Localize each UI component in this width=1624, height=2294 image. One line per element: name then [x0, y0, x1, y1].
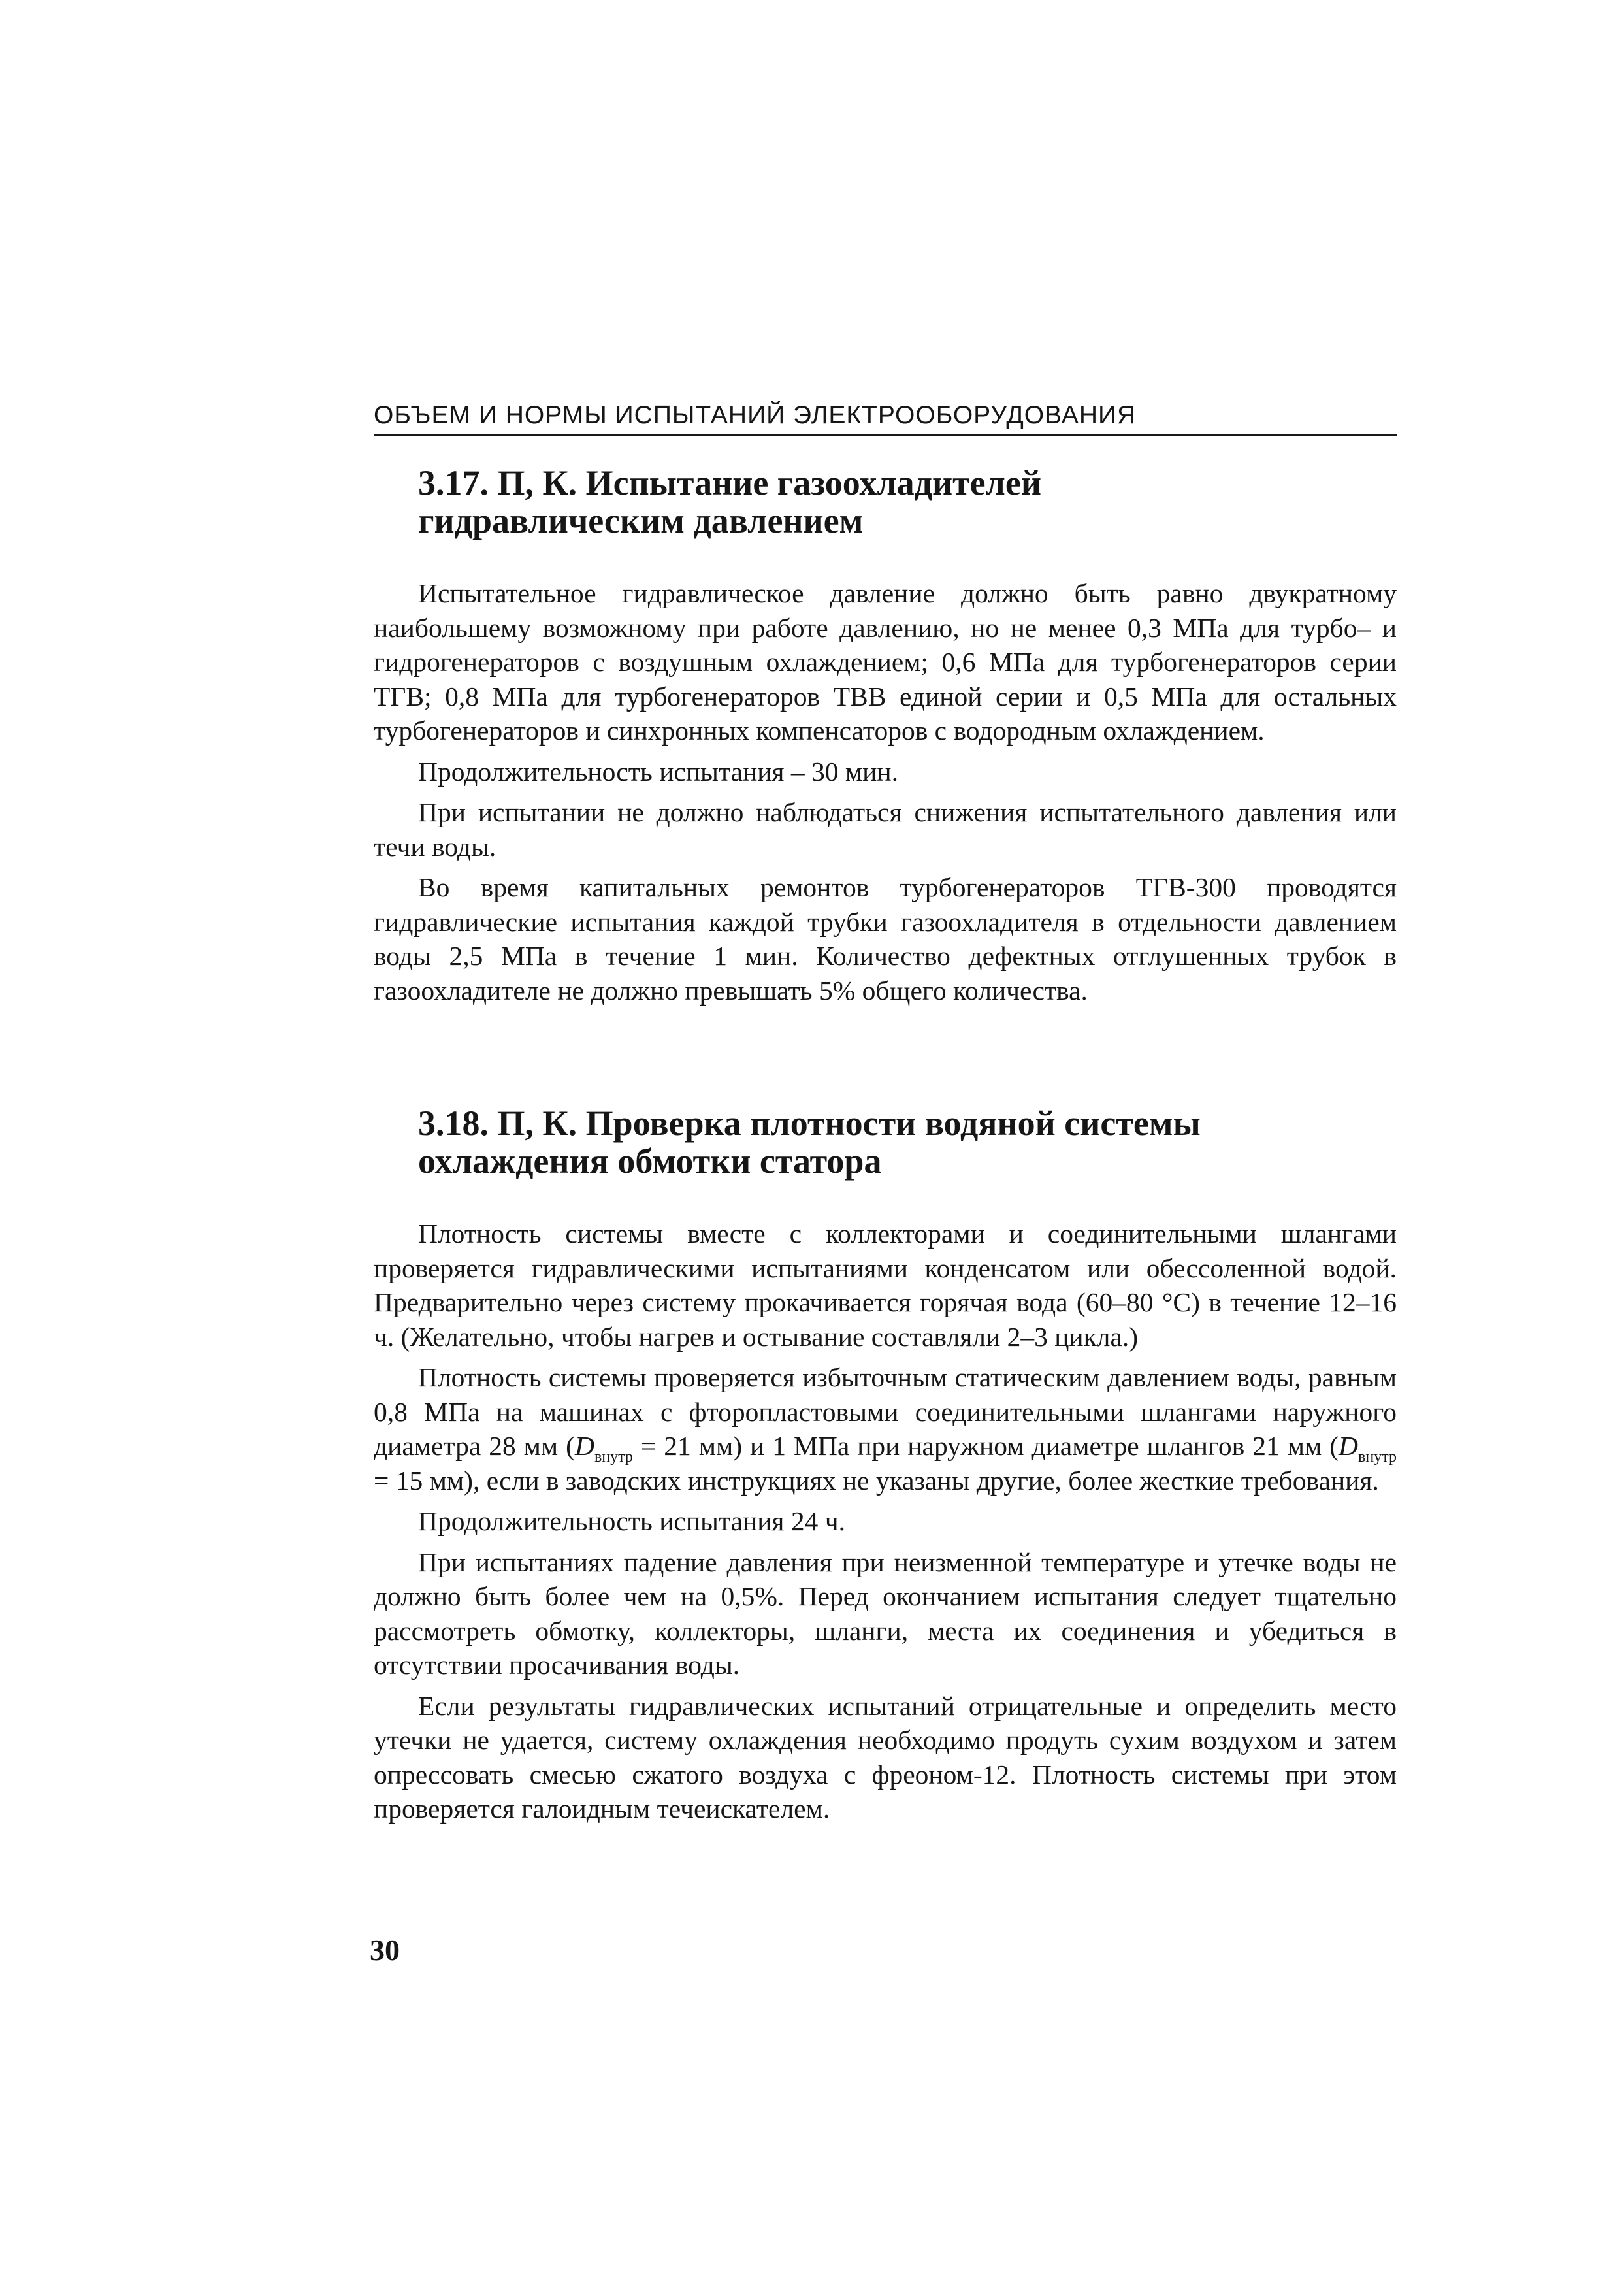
paragraph-test-duration: Продолжительность испытания – 30 мин.: [418, 756, 898, 787]
diameter-symbol: D: [1339, 1431, 1359, 1461]
diameter-subscript: внутр: [1358, 1449, 1397, 1466]
static-pressure-text-3: = 15 мм), если в заводских инструкциях не указаны другие, более жесткие требования.: [374, 1465, 1379, 1496]
paragraph-pressure-drop: При испытаниях падение давления при неизменной температуре и утечке воды не должно быть более чем на 0,5%. Перед окончанием испытания следует тщательно рассмотреть обмотку, коллекторы, шланги, места их соединения и убедиться в отсутствии просачивания воды.: [374, 1547, 1397, 1680]
paragraph-test-pressure: Испытательное гидравлическое давление должно быть равно двукратному наибольшему возможному при работе давлению, но не менее 0,3 МПа для турбо– и гидрогенераторов с воздушным охлаждением; 0,6 МПа для турбогенераторов серии ТГВ; 0,8 МПа для турбогенераторов ТВВ единой серии и 0,5 МПа для остальных турбогенераторов и синхронных компенсаторов с водородным охлаждением.: [374, 578, 1397, 746]
running-header: ОБЪЕМ И НОРМЫ ИСПЫТАНИЙ ЭЛЕКТРООБОРУДОВАНИЯ: [374, 400, 1397, 436]
static-pressure-text-2: = 21 мм) и 1 МПа при наружном диаметре шлангов 21 мм (: [632, 1431, 1339, 1461]
paragraph-leak-search: Если результаты гидравлических испытаний отрицательные и определить место утечки не удается, систему охлаждения необходимо продуть сухим воздухом и затем опрессовать смесью сжатого воздуха с фреоном-12. Плотность системы при этом проверяется галоидным течеискателем.: [374, 1690, 1397, 1824]
section-3-17-body: [374, 576, 1397, 1014]
paragraph-capital-repair: Во время капитальных ремонтов турбогенераторов ТГВ-300 проводятся гидравлические испытания каждой трубки газоохладителя в отдельности давлением воды 2,5 МПа в течение 1 мин. Количество дефектных отглушенных трубок в газоохладителе не должно превышать 5% общего количества.: [374, 872, 1397, 1006]
section-3-18-title-line-2: охлаждения обмотки статора: [418, 1141, 882, 1181]
section-3-17-title: [418, 464, 1385, 540]
section-3-17-title-line-2: гидравлическим давлением: [418, 501, 864, 540]
section-3-18-body: [374, 1217, 1397, 1833]
paragraph-system-density: Плотность системы вместе с коллекторами и соединительными шлангами проверяется гидравлическими испытаниями конденсатом или обессоленной водой. Предварительно через систему прокачивается горячая вода (60–80 °С) в течение 12–16 ч. (Желательно, чтобы нагрев и остывание составляли 2–3 цикла.): [374, 1219, 1397, 1352]
static-pressure-text-1: Плотность системы проверяется избыточным статическим давлением воды, равным 0,8 МПа на машинах с фторопластовыми соединительными шлангами наружного диаметра 28 мм (: [374, 1362, 1397, 1461]
diameter-subscript: внутр: [594, 1449, 633, 1466]
section-3-17-title-line-1: 3.17. П, К. Испытание газоохладителей: [418, 463, 1041, 502]
paragraph-test-duration-24h: Продолжительность испытания 24 ч.: [418, 1506, 846, 1536]
page-number: 30: [370, 1933, 400, 1967]
section-3-18-title: [418, 1104, 1385, 1180]
section-3-18-title-line-1: 3.18. П, К. Проверка плотности водяной системы: [418, 1104, 1201, 1143]
diameter-symbol: D: [574, 1431, 594, 1461]
paragraph-static-pressure: [374, 1360, 1397, 1498]
paragraph-no-leak: При испытании не должно наблюдаться снижения испытательного давления или течи воды.: [374, 797, 1397, 862]
